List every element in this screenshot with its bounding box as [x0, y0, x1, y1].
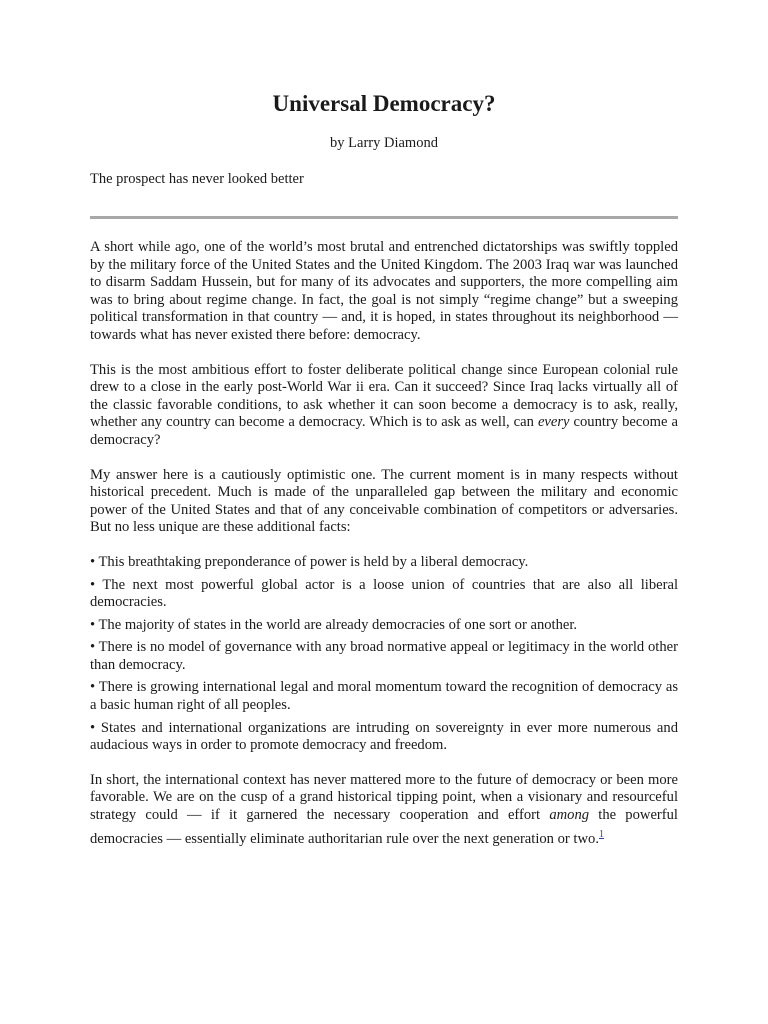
paragraph: A short while ago, one of the world’s most brutal and entrenched dictatorships was swiftly toppled by the military force of the United States and the United Kingdom. The 2003 Iraq war was launched to disarm Saddam Hussein, but for many of its advocates and supporters, the more compelling aim was to bring about regime change. In fact, the goal is not simply “regime change” but a sweeping political transformation in that country — and, it is hoped, in states throughout its neighborhood — towards what has never existed there before: democracy.	[90, 239, 678, 343]
bullet-item: • The majority of states in the world are already democracies of one sort or another.	[90, 616, 578, 633]
text: In short, the international context has never mattered more to the future of democracy or been more favorable. We are on the cusp of a grand historical tipping point, when a visionary and resourceful strategy could — if it garnered the necessary cooperation and effort	[90, 771, 678, 824]
emphasis: every	[537, 414, 570, 431]
text: the powerful democracies — essentially eliminate authoritarian rule over the next generation or two.	[90, 807, 678, 847]
author-byline: by Larry Diamond	[330, 135, 438, 151]
bullet-item: • The next most powerful global actor is a loose union of countries that are also all liberal democracies.	[90, 576, 678, 611]
document-title: Universal Democracy?	[272, 91, 496, 116]
horizontal-rule	[90, 216, 678, 219]
footnote-link[interactable]: 1	[598, 828, 604, 840]
emphasis: among	[549, 807, 590, 824]
paragraph: My answer here is a cautiously optimistic one. The current moment is in many respects without historical precedent. Much is made of the unparalleled gap between the military and economic power of the United States and that of any conceivable combination of competitors or adversaries. But no less unique are these additional facts:	[90, 466, 678, 536]
bullet-item: • There is no model of governance with any broad normative appeal or legitimacy in the world other than democracy.	[90, 639, 678, 673]
subtitle: The prospect has never looked better	[90, 171, 304, 187]
bullet-item: • This breathtaking preponderance of power is held by a liberal democracy.	[90, 553, 529, 570]
bullet-item: • States and international organizations are intruding on sovereignty in ever more numerous and audacious ways in order to promote democracy and freedom.	[90, 719, 678, 754]
bullet-item: • There is growing international legal and moral momentum toward the recognition of democracy as a basic human right of all peoples.	[90, 679, 678, 714]
paragraph	[90, 362, 678, 450]
paragraph	[90, 772, 678, 848]
article-body	[90, 239, 678, 865]
text: country become a democracy?	[90, 414, 678, 448]
text: This is the most ambitious effort to foster deliberate political change since European colonial rule drew to a close in the early post-World War ii era. Can it succeed? Since Iraq lacks virtually all of the classic favorable conditions, to ask whether it can soon become a democracy is to ask, really, whether any country can become a democracy. Which is to ask as well, can	[90, 361, 678, 431]
